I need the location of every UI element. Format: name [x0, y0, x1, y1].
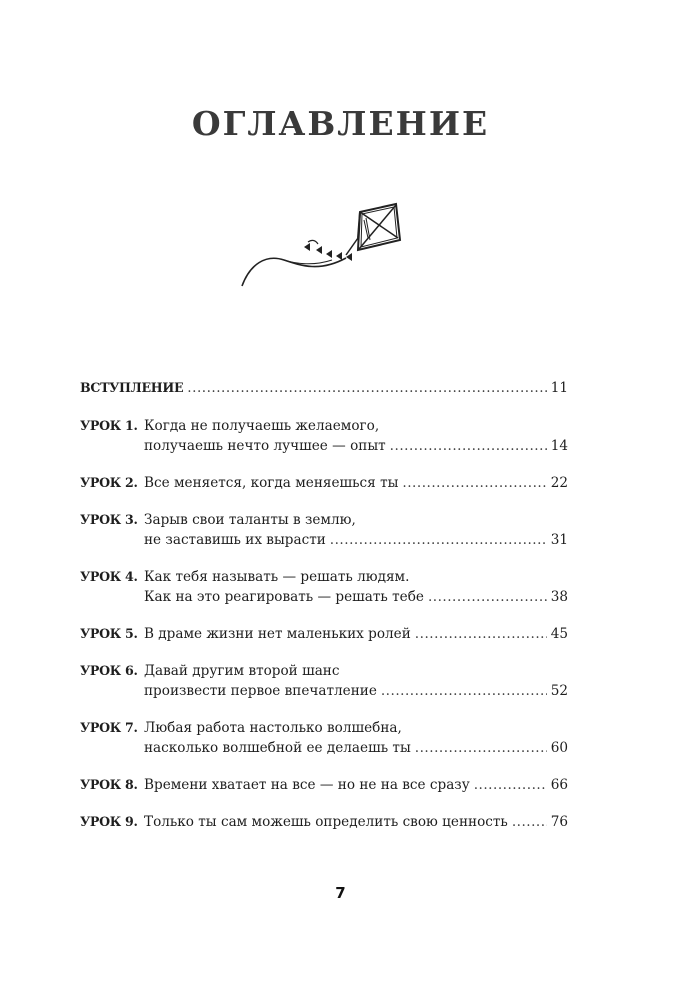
toc-lesson-label: УРОК 6. [80, 663, 138, 678]
toc-entry-lesson-6[interactable] [80, 661, 568, 701]
toc-lesson-label: УРОК 7. [80, 720, 138, 735]
toc-page-number: 31 [550, 532, 568, 548]
toc-leader-dots [402, 473, 546, 493]
toc-entry-lesson-3[interactable] [80, 510, 568, 550]
toc-leader-dots [330, 530, 547, 550]
toc-page-number: 38 [550, 589, 568, 605]
toc-lesson-title: Когда не получаешь желаемого, [144, 418, 380, 434]
toc-intro-label: ВСТУПЛЕНИЕ [80, 380, 184, 395]
toc-page-number: 22 [550, 475, 568, 491]
toc-lesson-title-cont: получаешь нечто лучшее — опыт [144, 438, 386, 454]
toc-leader-dots [512, 812, 547, 832]
toc-lesson-title-cont: произвести первое впечатление [144, 683, 377, 699]
toc-page-number: 14 [550, 438, 568, 454]
toc-page-number: 60 [550, 740, 568, 756]
toc-page-number: 66 [550, 777, 568, 793]
toc-lesson-title-cont: насколько волшебной ее делаешь ты [144, 740, 411, 756]
toc-lesson-title: Времени хватает на все — но не на все сразу [144, 777, 470, 793]
page-number: 7 [335, 884, 346, 902]
toc-lesson-label: УРОК 2. [80, 475, 138, 490]
toc-lesson-title-cont: не заставишь их вырасти [144, 532, 326, 548]
toc-lesson-title: Как тебя называть — решать людям. [144, 569, 410, 585]
toc-lesson-title: Давай другим второй шанс [144, 663, 340, 679]
toc-lesson-label: УРОК 3. [80, 512, 138, 527]
toc-lesson-title-cont: Как на это реагировать — решать тебе [144, 589, 424, 605]
toc-lesson-label: УРОК 1. [80, 418, 138, 433]
toc-lesson-label: УРОК 4. [80, 569, 138, 584]
toc-page-number: 52 [550, 683, 568, 699]
toc-entry-intro[interactable] [80, 378, 568, 398]
toc-leader-dots [187, 378, 546, 398]
toc-leader-dots [428, 587, 547, 607]
toc-lesson-label: УРОК 8. [80, 777, 138, 792]
toc-page-number: 76 [550, 814, 568, 830]
toc-leader-dots [390, 436, 547, 456]
toc-entry-lesson-7[interactable] [80, 718, 568, 758]
toc-lesson-title: Зарыв свои таланты в землю, [144, 512, 356, 528]
toc-leader-dots [381, 681, 547, 701]
toc-page-number: 45 [550, 626, 568, 642]
table-of-contents [80, 378, 568, 832]
page-title: ОГЛАВЛЕНИЕ [191, 104, 490, 143]
toc-lesson-label: УРОК 9. [80, 814, 138, 829]
toc-entry-lesson-5[interactable] [80, 624, 568, 644]
toc-lesson-title: Любая работа настолько волшебна, [144, 720, 402, 736]
toc-lesson-label: УРОК 5. [80, 626, 138, 641]
toc-page-number: 11 [550, 380, 568, 396]
toc-entry-lesson-4[interactable] [80, 567, 568, 607]
toc-leader-dots [474, 775, 547, 795]
toc-leader-dots [415, 738, 547, 758]
toc-lesson-title: В драме жизни нет маленьких ролей [144, 626, 411, 642]
toc-entry-lesson-8[interactable] [80, 775, 568, 795]
toc-entry-lesson-2[interactable] [80, 473, 568, 493]
kite-icon [236, 200, 406, 296]
toc-lesson-title: Только ты сам можешь определить свою ценность [144, 814, 508, 830]
toc-lesson-title: Все меняется, когда меняешься ты [144, 475, 399, 491]
toc-leader-dots [415, 624, 547, 644]
toc-entry-lesson-1[interactable] [80, 416, 568, 456]
toc-entry-lesson-9[interactable] [80, 812, 568, 832]
